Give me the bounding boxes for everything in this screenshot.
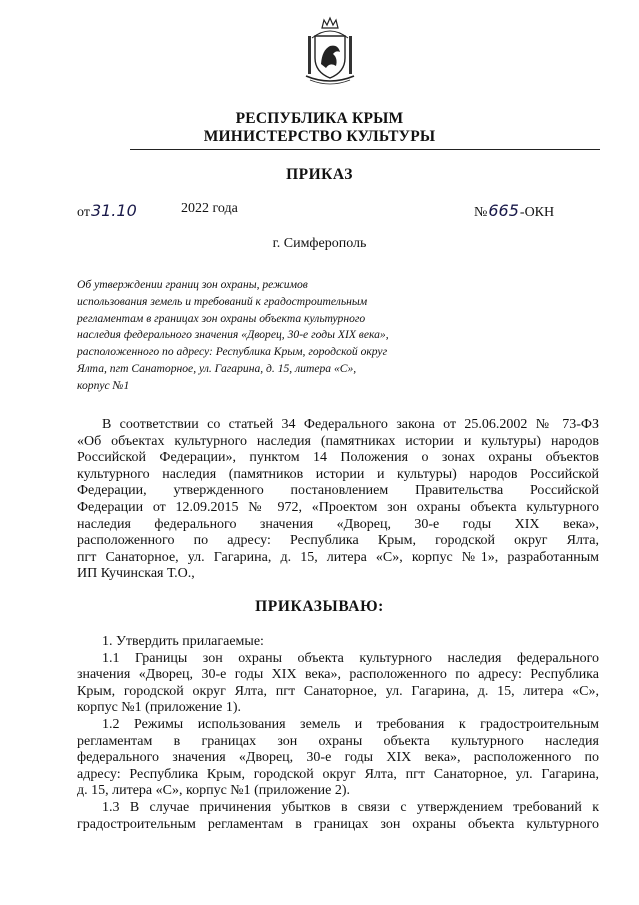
item-1-1-line: 1.1 Границы зон охраны объекта культурного наследия федерального — [102, 650, 599, 666]
item-1-2-line: адресу: Республика Крым, городской округ Ялта, пгт Санаторное, ул. Гагарина, — [77, 766, 599, 782]
preamble-line: Российской Федерации», пунктом 14 Положения о зонах охраны объектов — [77, 450, 599, 466]
item-1-2-line: регламентам в границах зон охраны объекта культурного наследия — [77, 733, 599, 749]
organization-name-line2: МИНИСТЕРСТВО КУЛЬТУРЫ — [203, 128, 436, 145]
subject-line: корпус №1 — [77, 378, 130, 392]
organization-name-line1: РЕСПУБЛИКА КРЫМ — [235, 110, 404, 127]
preamble-line: пгт Санаторное, ул. Гагарина, д. 15, литера «С», корпус №1», разработанным — [77, 549, 599, 565]
handwritten-number: 665 — [488, 201, 519, 220]
handwritten-date: 31.10 — [90, 201, 137, 220]
order-directive-heading: ПРИКАЗЫВАЮ: — [255, 598, 384, 615]
preamble-line: наследия федерального значения «Дворец, 30-е годы XIX века», — [77, 516, 599, 532]
header-divider — [130, 149, 600, 150]
document-type-title: ПРИКАЗ — [286, 166, 353, 183]
item-1-2-line: 1.2 Режимы использования земель и требования к градостроительным — [102, 716, 599, 732]
year-text: 2022 года — [181, 201, 238, 216]
subject-line: наследия федерального значения «Дворец, 30-е годы XIX века», — [77, 328, 389, 342]
date-field — [77, 201, 137, 221]
coat-of-arms-emblem — [300, 14, 360, 86]
item-1-1-line: значения «Дворец, 30-е годы XIX века», расположенного по адресу: Республика — [77, 667, 599, 683]
item-1-2-line: д. 15, литера «С», корпус №1 (приложение 2). — [77, 783, 350, 799]
preamble-line: Федерации от 12.09.2015 № 972, «Проектом зон охраны объекта культурного — [77, 499, 599, 515]
subject-line: регламентам в границах зон охраны объекта культурного — [77, 311, 366, 325]
item-1-1-line: Крым, городской округ Ялта, пгт Санаторное, ул. Гагарина, д. 15, литера «С», — [77, 683, 599, 699]
order-number-field — [474, 201, 554, 221]
preamble-line: В соответствии со статьей 34 Федерального закона от 25.06.2002 № 73-ФЗ — [102, 417, 599, 432]
date-prefix: от — [77, 205, 90, 220]
preamble-line: расположенного по адресу: Республика Крым, городской округ Ялта, — [77, 533, 599, 549]
preamble-line: Федерации, утвержденного постановлением Правительства Российской — [77, 483, 599, 499]
order-subject — [77, 277, 422, 395]
preamble-line: «Об объектах культурного наследия (памятниках истории и культуры) народов — [77, 433, 599, 449]
item-1-3-line: градостроительным регламентам в границах зон охраны объекта культурного — [77, 816, 599, 832]
preamble-line: культурного наследия (памятников истории и культуры) народов Российской — [77, 466, 599, 482]
preamble-paragraph — [77, 417, 599, 583]
item-1-line: 1. Утвердить прилагаемые: — [102, 634, 264, 649]
order-items — [77, 634, 599, 833]
subject-line: Об утверждении границ зон охраны, режимов — [77, 278, 308, 291]
preamble-line: ИП Кучинская Т.О., — [77, 566, 195, 582]
number-suffix: -ОКН — [519, 205, 555, 220]
subject-line: использования земель и требований к градостроительным — [77, 294, 368, 308]
number-prefix: № — [474, 205, 488, 220]
item-1-1-line: корпус №1 (приложение 1). — [77, 700, 242, 716]
subject-line: Ялта, пгт Санаторное, ул. Гагарина, д. 15, литера «С», — [77, 361, 357, 375]
item-1-2-line: федерального значения «Дворец, 30-е годы XIX века», расположенного по — [77, 750, 599, 766]
city-name: г. Симферополь — [272, 236, 367, 251]
subject-line: расположенного по адресу: Республика Крым, городской округ — [77, 345, 388, 359]
item-1-3-line: 1.3 В случае причинения убытков в связи с утверждением требований к — [102, 799, 599, 815]
